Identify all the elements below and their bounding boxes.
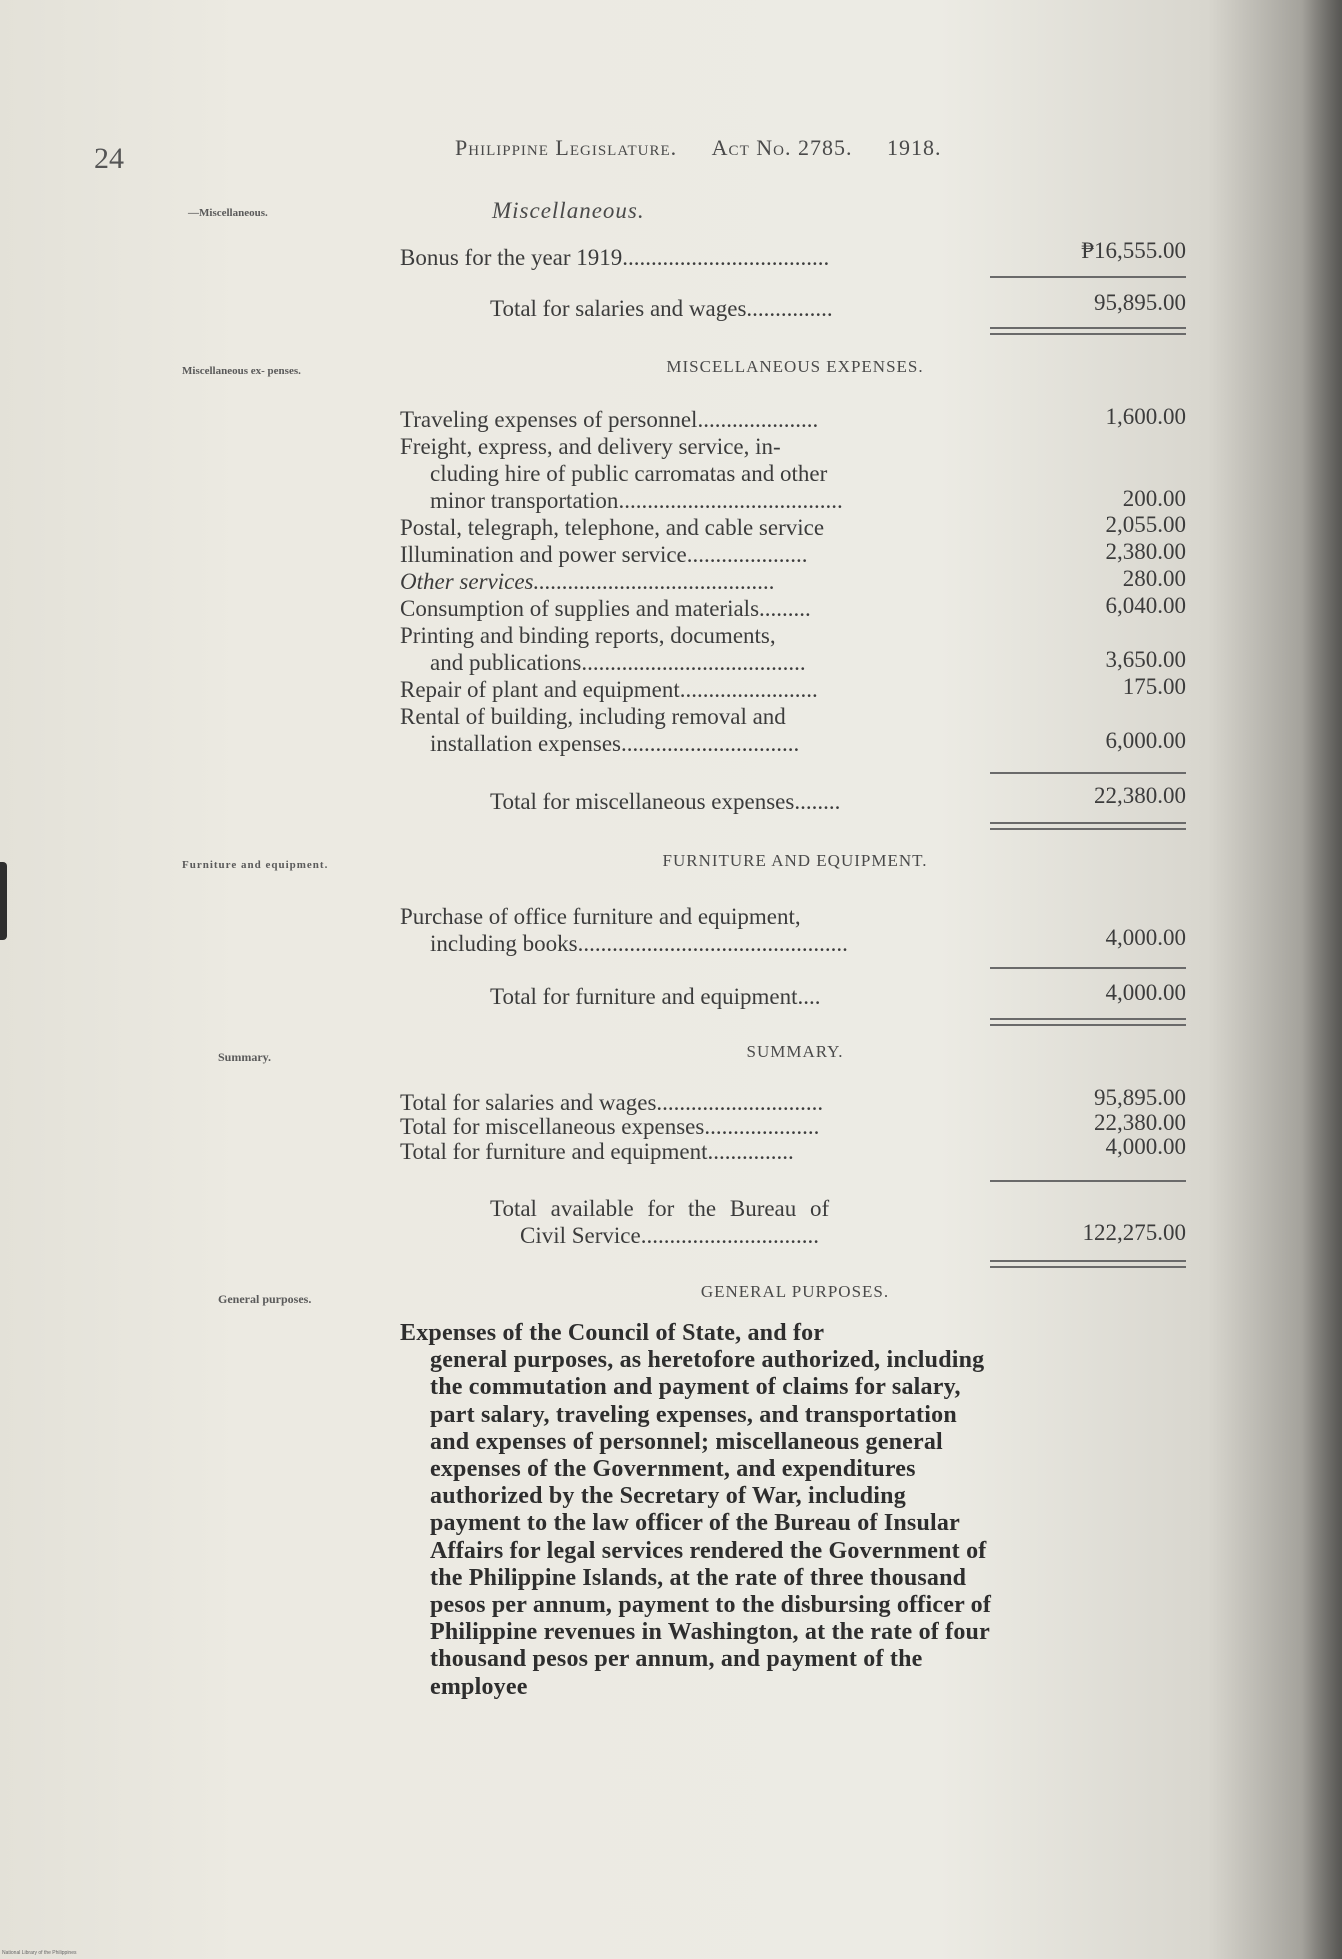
total-line: Total for furniture and equipment....	[490, 984, 821, 1009]
line-item: Postal, telegraph, telephone, and cable service	[400, 515, 825, 540]
line-amount: 175.00	[1122, 674, 1186, 699]
line-amount: 280.00	[1122, 566, 1186, 591]
summary-row: Total for miscellaneous expenses....................	[400, 1114, 820, 1139]
margin-note-summary: Summary.	[218, 1050, 272, 1064]
line-amount: 4,000.00	[1105, 925, 1186, 950]
summary-row: Total for furniture and equipment...............	[400, 1139, 794, 1164]
line-amount: 200.00	[1122, 486, 1186, 511]
summary-amount: 95,895.00	[1094, 1085, 1186, 1110]
line-amount: 1,600.00	[1105, 404, 1186, 429]
margin-note-furniture: Furniture and equipment.	[182, 859, 329, 871]
header-act: Act No. 2785.	[711, 135, 853, 160]
line-amount: 2,055.00	[1105, 512, 1186, 537]
line-item: Consumption of supplies and materials.........	[400, 596, 811, 621]
rule	[990, 967, 1186, 969]
total-line: Total for miscellaneous expenses........	[490, 789, 841, 814]
total-line: Total available for the Bureau of Civil Service...............................	[490, 1196, 830, 1248]
line-item: Bonus for the year 1919....................................	[400, 245, 830, 270]
rule	[990, 276, 1186, 278]
rule	[990, 1180, 1186, 1182]
double-rule	[990, 1018, 1186, 1026]
summary-amount: 4,000.00	[1105, 1134, 1186, 1159]
header-title: Philippine Legislature.	[455, 135, 678, 160]
binding-shadow	[1302, 0, 1342, 1959]
double-rule	[990, 1260, 1186, 1268]
line-amount: 2,380.00	[1105, 539, 1186, 564]
general-purposes-paragraph: Expenses of the Council of State, and for general purposes, as heretofore authorized, including the commutation and payment of claims for salary, part salary, traveling expenses, and transportation and expenses of personnel; miscellaneous general expenses of the Government, and expenditures authorized by the Secretary of War, including payment to the law officer of the Bureau of Insular Affairs for legal services rendered the Government of the Philippine Islands, at the rate of three thousand pesos per annum, payment to the disbursing officer of Philippine revenues in Washington, at the rate of four thousand pesos per annum, and payment of the employee	[400, 1320, 992, 1700]
margin-note-general: General purposes.	[218, 1292, 312, 1306]
header-year: 1918.	[886, 135, 942, 160]
line-item: Purchase of office furniture and equipment, including books...............................................	[400, 904, 848, 956]
page-edge-mark	[0, 862, 7, 940]
section-heading-general: GENERAL PURPOSES.	[700, 1282, 890, 1301]
line-amount: 6,000.00	[1105, 728, 1186, 753]
section-heading-misc-expenses: MISCELLANEOUS EXPENSES.	[666, 357, 924, 376]
rule	[990, 772, 1186, 774]
line-item: Illumination and power service.....................	[400, 542, 808, 567]
margin-note-miscellaneous: —Miscellaneous.	[188, 207, 268, 219]
total-amount: 95,895.00	[1094, 290, 1186, 315]
line-item: Repair of plant and equipment........................	[400, 677, 818, 702]
line-amount: ₱16,555.00	[1081, 238, 1186, 263]
double-rule	[990, 822, 1186, 830]
line-item: Printing and binding reports, documents, and publications.......................................	[400, 623, 806, 675]
section-heading-miscellaneous: Miscellaneous.	[492, 198, 645, 223]
total-line: Total for salaries and wages...............	[490, 296, 833, 321]
line-item: Freight, express, and delivery service, in- cluding hire of public carromatas and other minor transportation.......................................	[400, 434, 843, 513]
section-heading-summary: SUMMARY.	[746, 1042, 844, 1061]
total-amount: 22,380.00	[1094, 783, 1186, 808]
page-number: 24	[94, 142, 124, 175]
summary-row: Total for salaries and wages.............................	[400, 1090, 824, 1115]
line-item: Rental of building, including removal and installation expenses...............................	[400, 704, 800, 756]
line-item: Traveling expenses of personnel.....................	[400, 407, 819, 432]
line-amount: 3,650.00	[1105, 647, 1186, 672]
total-amount: 122,275.00	[1082, 1220, 1186, 1245]
section-heading-furniture: FURNITURE AND EQUIPMENT.	[662, 851, 928, 870]
line-amount: 6,040.00	[1105, 593, 1186, 618]
line-item: Other services..........................................	[400, 569, 775, 594]
total-amount: 4,000.00	[1105, 980, 1186, 1005]
scan-credit: National Library of the Philippines	[2, 1950, 77, 1956]
margin-note-misc-expenses: Miscellaneous ex- penses.	[182, 365, 301, 377]
double-rule	[990, 327, 1186, 335]
summary-amount: 22,380.00	[1094, 1110, 1186, 1135]
running-header	[455, 135, 941, 161]
